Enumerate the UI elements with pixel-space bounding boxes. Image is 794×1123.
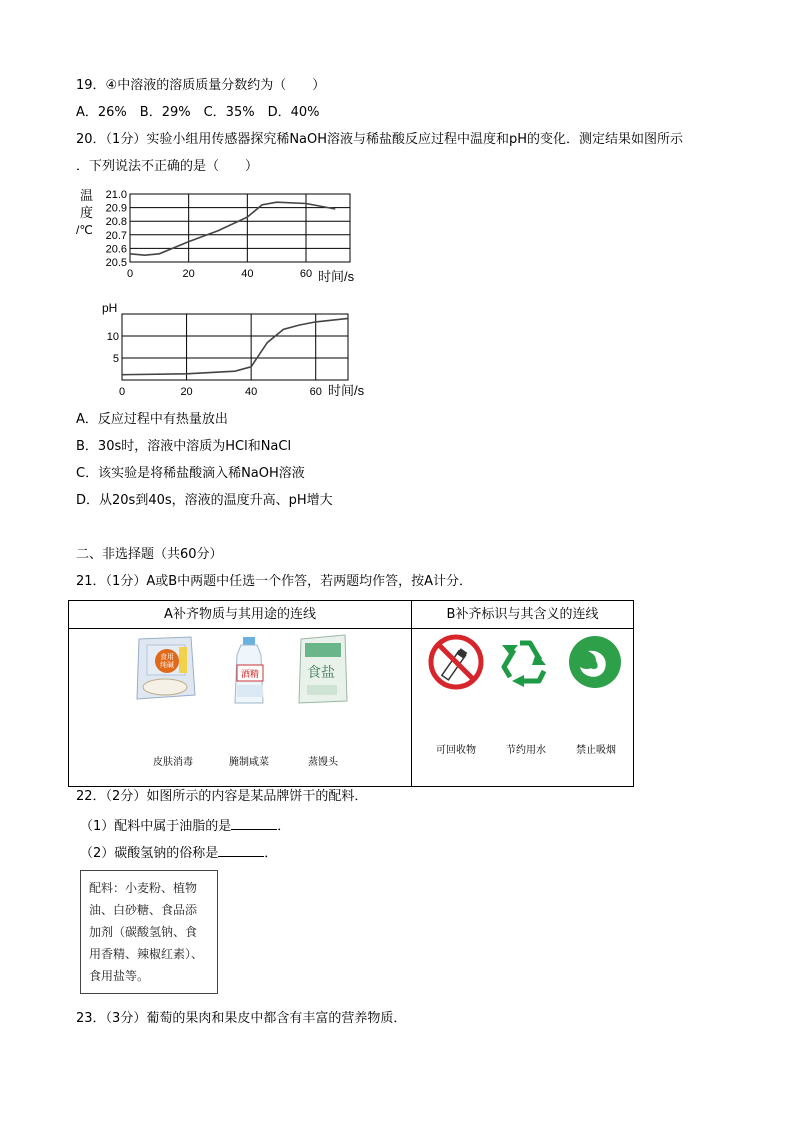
ph-chart [72, 296, 372, 404]
alcohol-bottle-image [227, 637, 271, 705]
x-tick-label: 0 [118, 386, 126, 398]
b-header: B补齐标识与其含义的连线 [412, 601, 634, 629]
x-tick-label: 0 [126, 268, 134, 280]
temperature-chart [72, 184, 372, 288]
q20-option-a: A．反应过程中有热量放出 [76, 412, 228, 427]
y-tick-label: 20.8 [105, 216, 127, 229]
q22-sub1 [80, 817, 290, 835]
ingredients-line: 加剂（碳酸氢钠、食 [89, 925, 198, 939]
recycle-icon [496, 635, 554, 691]
a-item-pickle: 腌制咸菜 [229, 757, 269, 768]
ph-xlabel: 时间/s [328, 383, 365, 398]
soda-label-1: 食用 [160, 653, 174, 661]
temp-ylabel-1: 温 [80, 188, 94, 203]
ingredients-line: 用香精、辣椒红素）、 [89, 947, 204, 961]
soda-package-image [133, 635, 199, 703]
ingredients-box [80, 870, 218, 994]
salt-bag-image [297, 633, 349, 705]
y-tick-label: 20.7 [105, 229, 127, 242]
q20-stem-line1: 20．（1分）实验小组用传感器探究稀NaOH溶液与稀盐酸反应过程中温度和pH的变化．测定结果如图所示 [76, 132, 684, 147]
salt-label: 食盐 [307, 665, 335, 681]
temperature-line [130, 202, 335, 255]
ingredients-line: 食用盐等。 [89, 969, 150, 983]
ph-ylabel: pH [102, 301, 118, 315]
a-item-steam-bun: 蒸馒头 [308, 757, 338, 768]
q20-option-b: B．30s时，溶液中溶质为HCl和NaCl [76, 439, 292, 454]
q22-sub2-period: ． [264, 846, 278, 861]
y-tick-label: 20.5 [105, 257, 127, 269]
q20-stem-line2: ．下列说法不正确的是（ ） [76, 159, 259, 174]
q20-option-c: C．该实验是将稀盐酸滴入稀NaOH溶液 [76, 466, 305, 481]
x-tick-label: 20 [180, 386, 193, 398]
ingredients-line: 油、白砂糖、食品添 [89, 903, 198, 917]
q22-sub1-period: ． [277, 819, 291, 834]
x-tick-label: 40 [241, 268, 254, 280]
q22-sub1-blank[interactable] [231, 817, 277, 830]
soda-label-2: 纯碱 [160, 661, 174, 669]
ingredients-line: 配料：小麦粉、植物 [89, 881, 198, 895]
y-tick-label: 10 [106, 331, 119, 343]
q21-table [68, 600, 634, 787]
temp-xlabel: 时间/s [318, 269, 355, 284]
water-drop-icon [566, 633, 624, 691]
q19-stem: 19．④中溶液的溶质质量分数约为（ ） [76, 78, 326, 93]
ph-line [122, 318, 348, 374]
q23-stem: 23．（3分）葡萄的果肉和果皮中都含有丰富的营养物质． [76, 1011, 407, 1026]
q22-sub2-text: （2）碳酸氢钠的俗称是 [80, 846, 219, 861]
section-heading: 二、非选择题（共60分） [76, 547, 223, 562]
plot-frame [122, 314, 348, 380]
b-item-recyclable: 可回收物 [436, 745, 476, 756]
q22-sub2-blank[interactable] [218, 844, 264, 857]
temp-ylabel-3: /℃ [76, 223, 93, 237]
b-item-save-water: 节约用水 [506, 745, 546, 756]
y-tick-label: 20.9 [105, 202, 127, 215]
x-tick-label: 60 [299, 268, 313, 280]
q22-sub1-text: （1）配料中属于油脂的是 [80, 819, 232, 834]
b-item-no-smoking: 禁止吸烟 [576, 745, 616, 756]
q22-stem: 22．（2分）如图所示的内容是某品牌饼干的配料． [76, 789, 368, 804]
q19-options: A．26% B．29% C．35% D．40% [76, 105, 320, 120]
temp-ylabel-2: 度 [80, 205, 94, 220]
q22-sub2 [80, 844, 277, 862]
y-tick-label: 5 [112, 353, 119, 365]
x-tick-label: 60 [309, 386, 322, 398]
y-tick-label: 21.0 [105, 189, 127, 201]
x-tick-label: 40 [245, 386, 258, 398]
a-item-disinfect: 皮肤消毒 [153, 757, 193, 768]
no-smoking-icon [427, 633, 485, 691]
q20-option-d: D．从20s到40s，溶液的温度升高、pH增大 [76, 493, 333, 508]
q21-stem: 21．（1分）A或B中两题中任选一个作答，若两题均作答，按A计分． [76, 574, 473, 589]
alcohol-label: 酒精 [240, 670, 260, 680]
y-tick-label: 20.6 [105, 243, 127, 256]
a-header: A补齐物质与其用途的连线 [69, 601, 412, 629]
x-tick-label: 20 [182, 268, 195, 280]
